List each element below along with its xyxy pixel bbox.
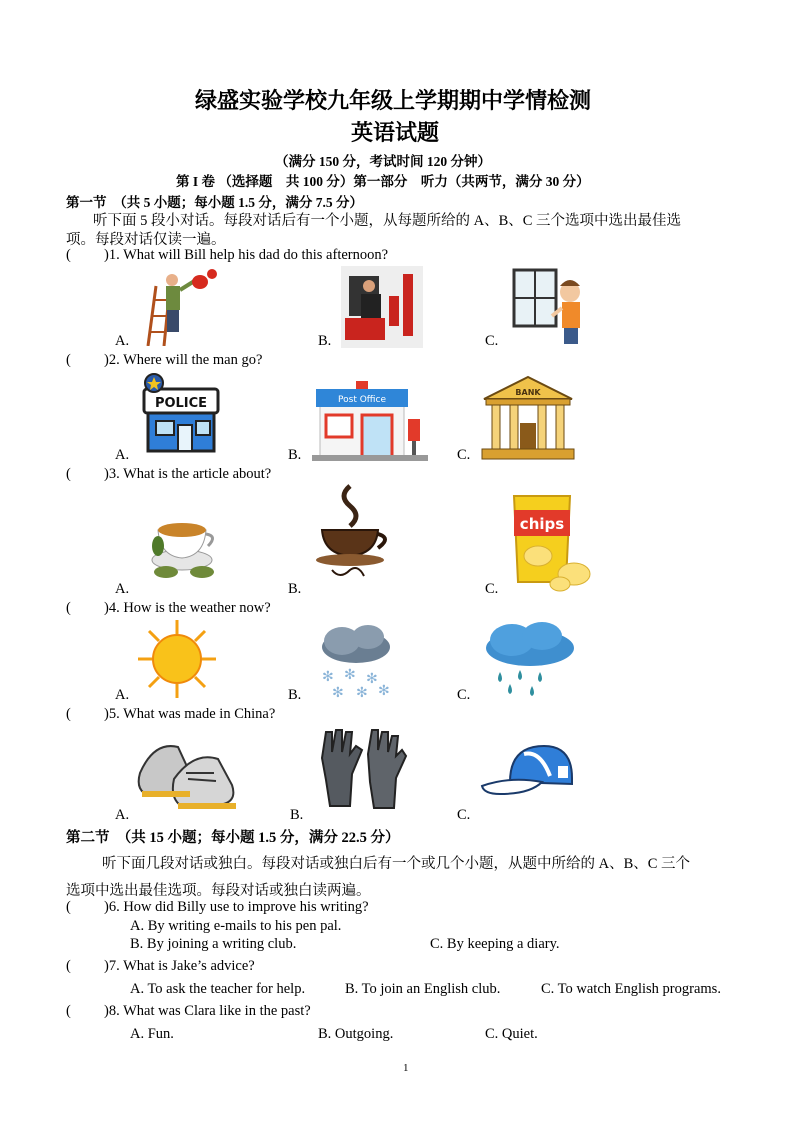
exam-meta: （满分 150 分，考试时间 120 分钟） — [275, 154, 491, 169]
question-2-option-b: B. — [288, 447, 302, 463]
question-3-text: )3. What is the article about? — [104, 466, 272, 482]
post-office-image — [312, 377, 428, 461]
svg-text:✻: ✻ — [344, 667, 356, 683]
sneakers-image — [134, 733, 246, 813]
section1-heading: 第一节 （共 5 小题；每小题 1.5 分，满分 7.5 分） — [66, 195, 363, 210]
question-1-option-c: C. — [485, 333, 499, 349]
question-4-text: )4. How is the weather now? — [104, 600, 271, 616]
svg-text:✻: ✻ — [332, 685, 344, 699]
question-1-option-a: A. — [115, 333, 130, 349]
question-7-option-a: A. To ask the teacher for help. — [130, 981, 306, 997]
svg-text:✻: ✻ — [322, 669, 334, 685]
section2-instruction-line2: 选项中选出最佳选项。每段对话或独白读两遍。 — [66, 883, 371, 899]
chips-label-text: chips — [519, 515, 565, 533]
question-2-option-c: C. — [457, 447, 471, 463]
question-1-bracket: ( — [66, 247, 71, 263]
sunny-icon — [136, 618, 218, 700]
question-5-option-c: C. — [457, 807, 471, 823]
question-4-option-b: B. — [288, 687, 302, 703]
svg-text:✻: ✻ — [356, 685, 368, 699]
question-2-option-a: A. — [115, 447, 130, 463]
question-3-option-b: B. — [288, 581, 302, 597]
question-6-option-c: C. By keeping a diary. — [430, 936, 560, 952]
bank-building-image — [480, 375, 576, 461]
police-sign-text: POLICE — [154, 396, 208, 411]
gloves-image — [316, 728, 408, 810]
baseball-cap-image — [480, 742, 578, 798]
tea-cup-image — [148, 506, 220, 582]
volume-heading: 第 I 卷 （选择题 共 100 分）第一部分 听力（共两节，满分 30 分） — [176, 174, 590, 189]
question-8-option-a: A. Fun. — [130, 1026, 174, 1042]
question-1-option-b: B. — [318, 333, 332, 349]
boy-cleaning-window-image — [512, 266, 590, 346]
question-1-text: )1. What will Bill help his dad do this afternoon? — [104, 247, 389, 263]
section1-instruction-line1: 听下面 5 段小对话。每段对话后有一个小题，从每题所给的 A、B、C 三个选项中选出最佳选 — [93, 213, 682, 229]
question-3-bracket: ( — [66, 466, 71, 482]
coffee-cup-image — [314, 484, 394, 584]
question-3-option-c: C. — [485, 581, 499, 597]
subject-title: 英语试题 — [351, 121, 440, 146]
question-6-text: )6. How did Billy use to improve his writing? — [104, 899, 369, 915]
page-number: 1 — [403, 1062, 409, 1074]
police-station-image — [138, 373, 224, 455]
question-6-bracket: ( — [66, 899, 71, 915]
post-office-sign-text: Post Office — [338, 395, 386, 405]
question-8-option-b: B. Outgoing. — [318, 1026, 394, 1042]
ladder-hanging-lanterns-image — [138, 266, 218, 346]
section2-instruction-line1: 听下面几段对话或独白。每段对话或独白后有一个或几个小题，从题中所给的 A、B、C 三个 — [102, 856, 691, 872]
question-6-option-b: B. By joining a writing club. — [130, 936, 297, 952]
question-7-text: )7. What is Jake’s advice? — [104, 958, 255, 974]
section2-heading: 第二节 （共 15 小题；每小题 1.5 分，满分 22.5 分） — [66, 830, 400, 846]
question-4-option-c: C. — [457, 687, 471, 703]
question-4-option-a: A. — [115, 687, 130, 703]
question-5-text: )5. What was made in China? — [104, 706, 276, 722]
svg-text:✻: ✻ — [366, 671, 378, 687]
question-6-option-a: A. By writing e-mails to his pen pal. — [130, 918, 342, 934]
question-8-option-c: C. Quiet. — [485, 1026, 538, 1042]
potato-chips-image — [508, 492, 594, 592]
question-4-bracket: ( — [66, 600, 71, 616]
paper-cutting-couplets-image — [341, 266, 423, 348]
rainy-icon — [480, 620, 576, 700]
section1-instruction-line2: 项。每段对话仅读一遍。 — [66, 232, 226, 248]
question-3-option-a: A. — [115, 581, 130, 597]
question-5-bracket: ( — [66, 706, 71, 722]
bank-sign-text: BANK — [515, 388, 541, 397]
question-7-option-b: B. To join an English club. — [345, 981, 501, 997]
question-8-bracket: ( — [66, 1003, 71, 1019]
question-5-option-b: B. — [290, 807, 304, 823]
question-7-option-c: C. To watch English programs. — [541, 981, 721, 997]
question-8-text: )8. What was Clara like in the past? — [104, 1003, 311, 1019]
question-2-bracket: ( — [66, 352, 71, 368]
question-5-option-a: A. — [115, 807, 130, 823]
question-7-bracket: ( — [66, 958, 71, 974]
svg-text:✻: ✻ — [378, 683, 390, 699]
question-2-text: )2. Where will the man go? — [104, 352, 263, 368]
page-title: 绿盛实验学校九年级上学期期中学情检测 — [195, 89, 592, 114]
snowy-icon — [314, 623, 396, 699]
